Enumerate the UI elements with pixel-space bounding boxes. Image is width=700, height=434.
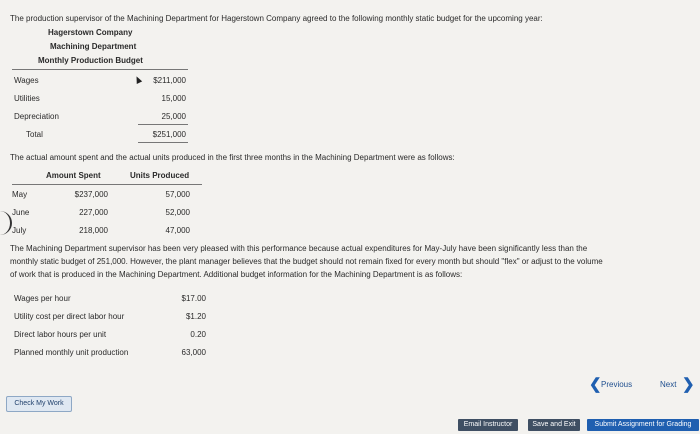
check-my-work-button[interactable]: Check My Work (6, 396, 72, 412)
budget-title: Monthly Production Budget (38, 56, 143, 65)
previous-label: Previous (601, 380, 633, 389)
additional-value-utility: $1.20 (185, 312, 206, 321)
budget-value-depreciation: 25,000 (161, 112, 186, 121)
budget-label-depreciation: Depreciation (14, 112, 59, 121)
budget-label-utilities: Utilities (14, 94, 40, 103)
next-button[interactable] (656, 376, 696, 394)
additional-value-planned: 63,000 (181, 348, 206, 357)
actual-amount-july: 218,000 (79, 226, 108, 235)
company-name: Hagerstown Company (48, 28, 133, 37)
actual-amount-may: $237,000 (74, 190, 108, 199)
budget-value-utilities: 15,000 (161, 94, 186, 103)
additional-label-utility: Utility cost per direct labor hour (14, 312, 125, 321)
budget-label-wages: Wages (14, 76, 39, 85)
budget-label-total: Total (26, 130, 43, 139)
email-instructor-button[interactable]: Email Instructor (458, 419, 518, 431)
actual-units-july: 47,000 (165, 226, 190, 235)
actual-units-june: 52,000 (165, 208, 190, 217)
previous-button[interactable] (589, 376, 639, 394)
additional-label-wages: Wages per hour (14, 294, 71, 303)
additional-value-wages: $17.00 (181, 294, 206, 303)
actual-units-may: 57,000 (165, 190, 190, 199)
budget-total-rule (138, 124, 188, 125)
additional-label-planned: Planned monthly unit production (14, 348, 129, 357)
actual-amount-june: 227,000 (79, 208, 108, 217)
header-amount-spent: Amount Spent (46, 171, 101, 180)
actual-month-june: June (12, 208, 30, 217)
submit-assignment-button[interactable]: Submit Assignment for Grading (587, 419, 699, 431)
actual-month-july: July (12, 226, 27, 235)
paragraph-line-3: of work that is produced in the Machining Department. Additional budget information for the Machining Department is as follows: (10, 270, 463, 279)
paragraph-line-2: monthly static budget of 251,000. However, the plant manager believes that the budget should not remain fixed for every month but should "flex" or adjust to the volume (10, 257, 603, 266)
budget-double-rule (138, 142, 188, 143)
budget-value-wages: $211,000 (153, 76, 186, 85)
intro-text: The production supervisor of the Machining Department for Hagerstown Company agreed to the following monthly static budget for the upcoming year: (10, 14, 543, 23)
actual-intro-text: The actual amount spent and the actual units produced in the first three months in the Machining Department were as follows: (10, 153, 455, 162)
header-units-produced: Units Produced (130, 171, 190, 180)
actual-header-rule (12, 184, 202, 185)
department-name: Machining Department (50, 42, 137, 51)
save-and-exit-button[interactable]: Save and Exit (528, 419, 580, 431)
chevron-left-icon: ❮ (589, 376, 602, 393)
next-label: Next (660, 380, 677, 389)
budget-header-rule (12, 69, 188, 70)
margin-bracket (0, 211, 12, 235)
additional-value-hours: 0.20 (190, 330, 206, 339)
chevron-right-icon: ❯ (682, 376, 695, 393)
additional-label-hours: Direct labor hours per unit (14, 330, 107, 339)
actual-month-may: May (12, 190, 28, 199)
paragraph-line-1: The Machining Department supervisor has been very pleased with this performance because actual expenditures for May-July have been significantly less than the (10, 244, 588, 253)
budget-value-total: $251,000 (152, 130, 186, 139)
